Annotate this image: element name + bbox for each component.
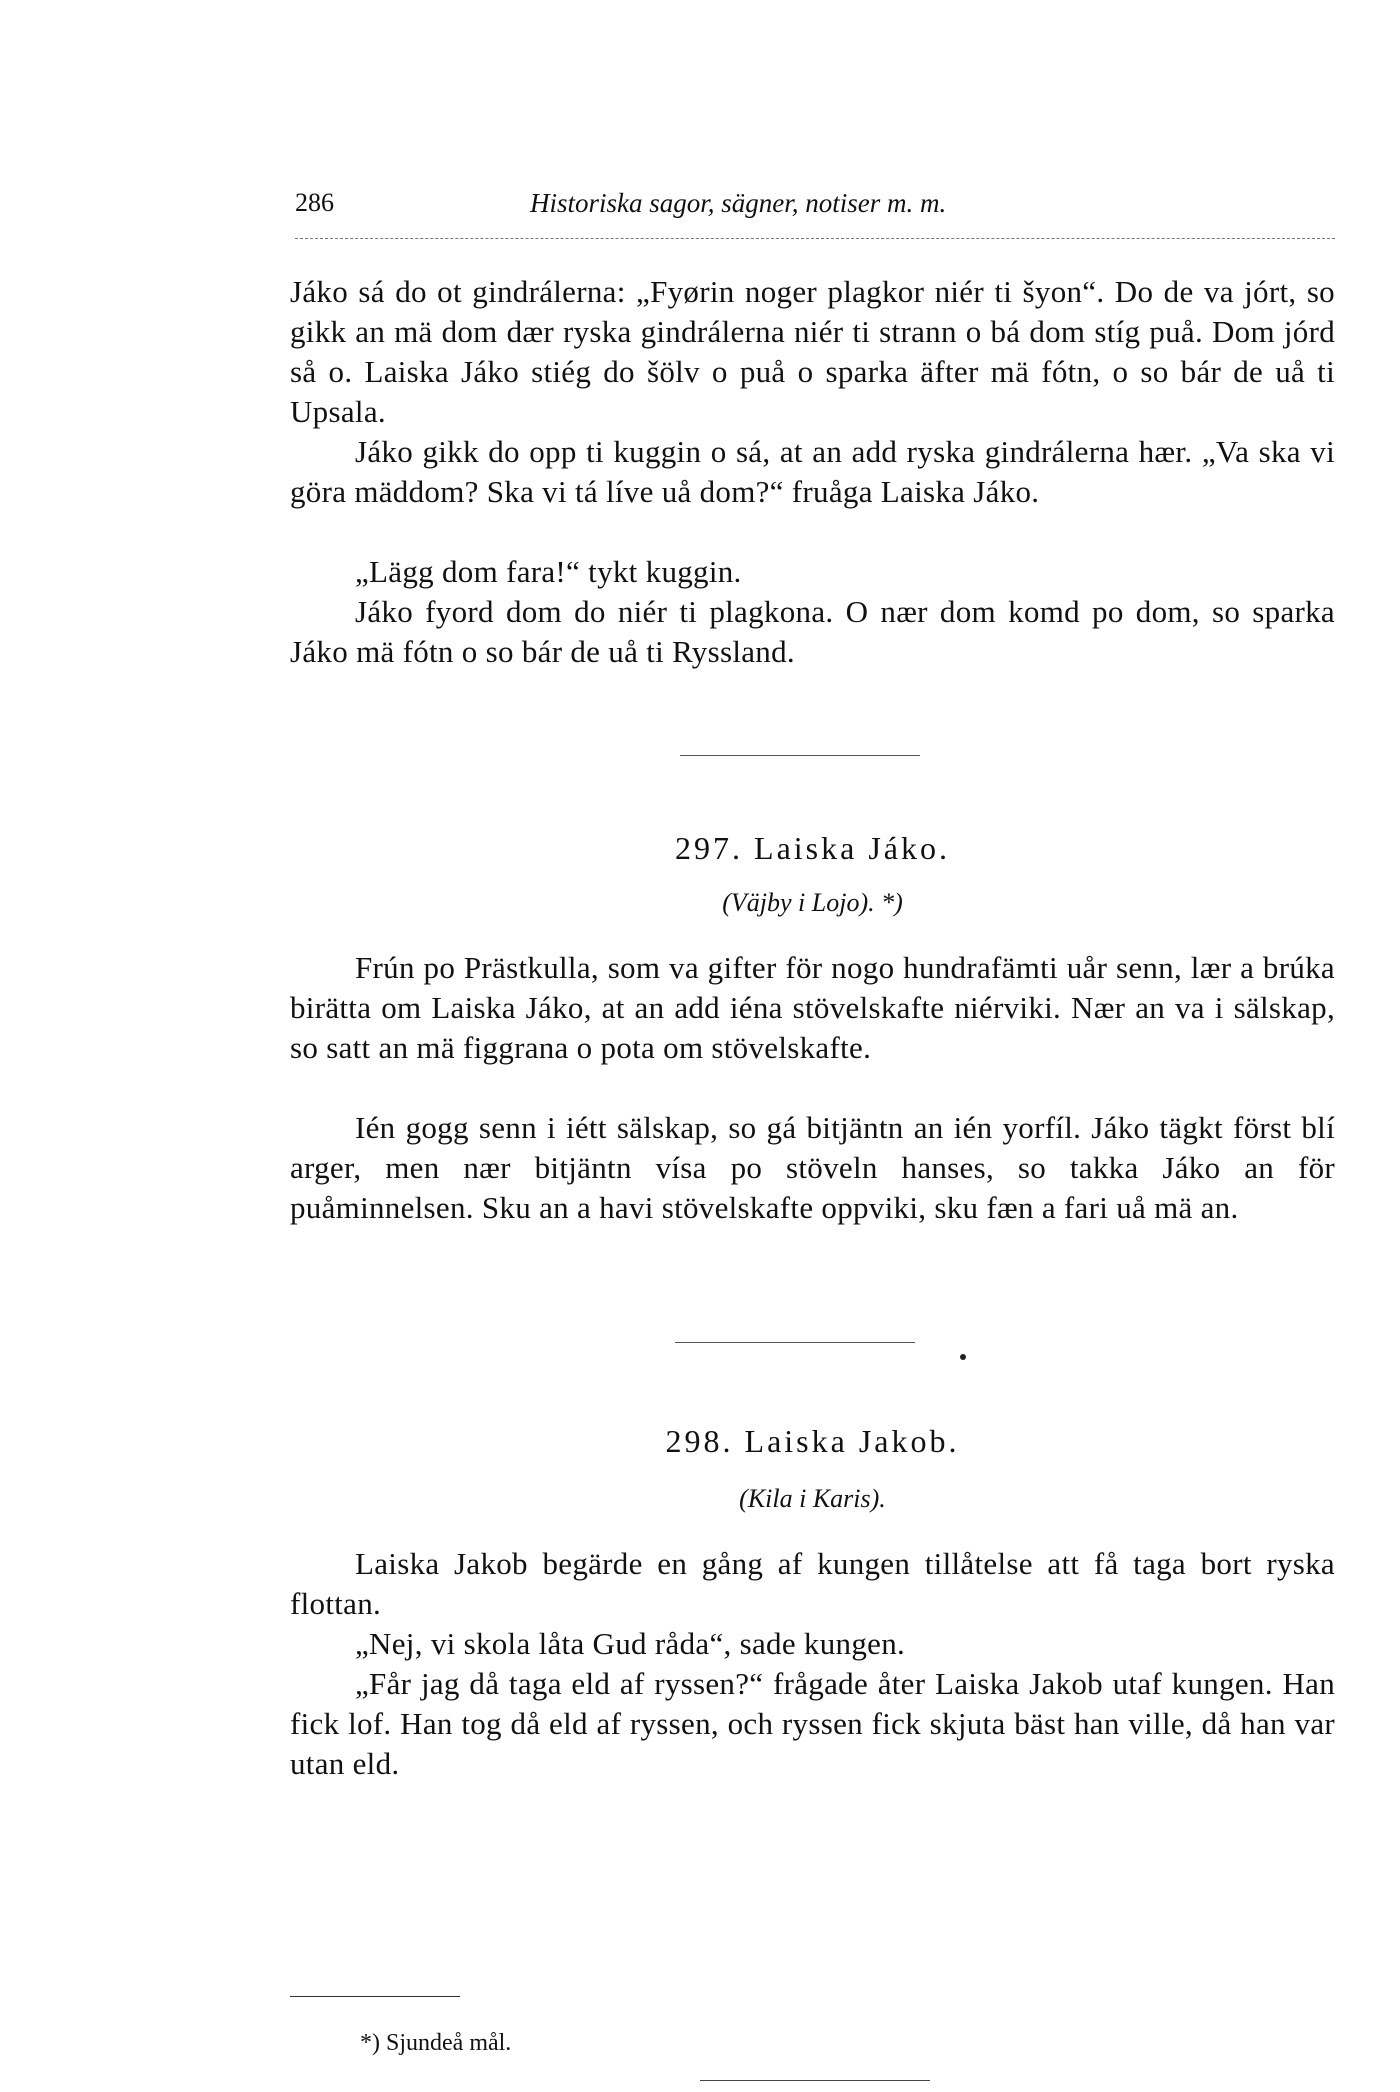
- continuation-paragraph-4: Jáko fyord dom do niér ti plagkona. O nær dom komd po dom, so sparka Jáko mä fótn o so bár de uå ti Ryssland.: [290, 594, 1335, 669]
- story-297-source: (Väjby i Lojo). *): [722, 888, 903, 917]
- section-separator: [675, 1342, 915, 1343]
- page-header: [295, 188, 1335, 228]
- footnote: *) Sjundeå mål.: [360, 2030, 512, 2056]
- story-298-paragraph-1: Laiska Jakob begärde en gång af kungen tillåtelse att få taga bort ryska flottan.: [290, 1546, 1335, 1621]
- continuation-paragraph-3: „Lägg dom fara!“ tykt kuggin.: [355, 554, 742, 589]
- story-298-source: (Kila i Karis).: [739, 1484, 886, 1513]
- continuation-paragraph-1: Jáko sá do ot gindrálerna: „Fyørin noger plagkor niér ti šyon“. Do de va jórt, so gikk an mä dom dær ryska gindrálerna niér ti strann o bá dom stíg puå. Dom jórd så o. Laiska Jáko stiég do šölv o puå o sparka äfter mä fótn, o so bár de uå ti Upsala.: [290, 274, 1335, 429]
- story-297-paragraph-1: Frún po Prästkulla, som va gifter för nogo hundrafämti uår senn, lær a brúka birätta om Laiska Jáko, at an add iéna stövelskafte niérviki. Nær an va i sälskap, so satt an mä figgrana o pota om stövelskafte.: [290, 950, 1335, 1065]
- story-298-number: 298.: [665, 1423, 734, 1459]
- section-separator: [680, 755, 920, 756]
- story-297-paragraph-2: Ién gogg senn i iétt sälskap, so gá bitjäntn an ién yorfíl. Jáko tägkt först blí arger, men nær bitjäntn vísa po stöveln hanses, so takka Jáko an för puåminnelsen. Sku an a havi stövelskafte oppviki, sku fæn a fari uå mä an.: [290, 1110, 1335, 1225]
- story-297-number: 297.: [675, 830, 744, 866]
- end-rule: [700, 2080, 930, 2081]
- story-297-title: Laiska Jáko.: [754, 830, 950, 866]
- stray-ink-dot: [960, 1354, 966, 1360]
- continuation-paragraph-2: Jáko gikk do opp ti kuggin o sá, at an add ryska gindrálerna hær. „Va ska vi göra mäddom? Ska vi tá líve uå dom?“ fruåga Laiska Jáko.: [290, 434, 1335, 509]
- story-298-paragraph-3: „Får jag då taga eld af ryssen?“ frågade åter Laiska Jakob utaf kungen. Han fick lof. Han tog då eld af ryssen, och ryssen fick skjuta bäst han ville, då han var utan eld.: [290, 1666, 1335, 1781]
- story-298-paragraph-2: „Nej, vi skola låta Gud råda“, sade kungen.: [355, 1626, 906, 1661]
- story-297-heading: [290, 830, 1335, 867]
- page-number: 286: [295, 188, 334, 217]
- header-rule: [295, 238, 1335, 239]
- running-title: Historiska sagor, sägner, notiser m. m.: [530, 188, 947, 218]
- story-298-title: Laiska Jakob.: [744, 1423, 960, 1459]
- story-298-heading: [290, 1423, 1335, 1460]
- footnote-rule: [290, 1996, 460, 1997]
